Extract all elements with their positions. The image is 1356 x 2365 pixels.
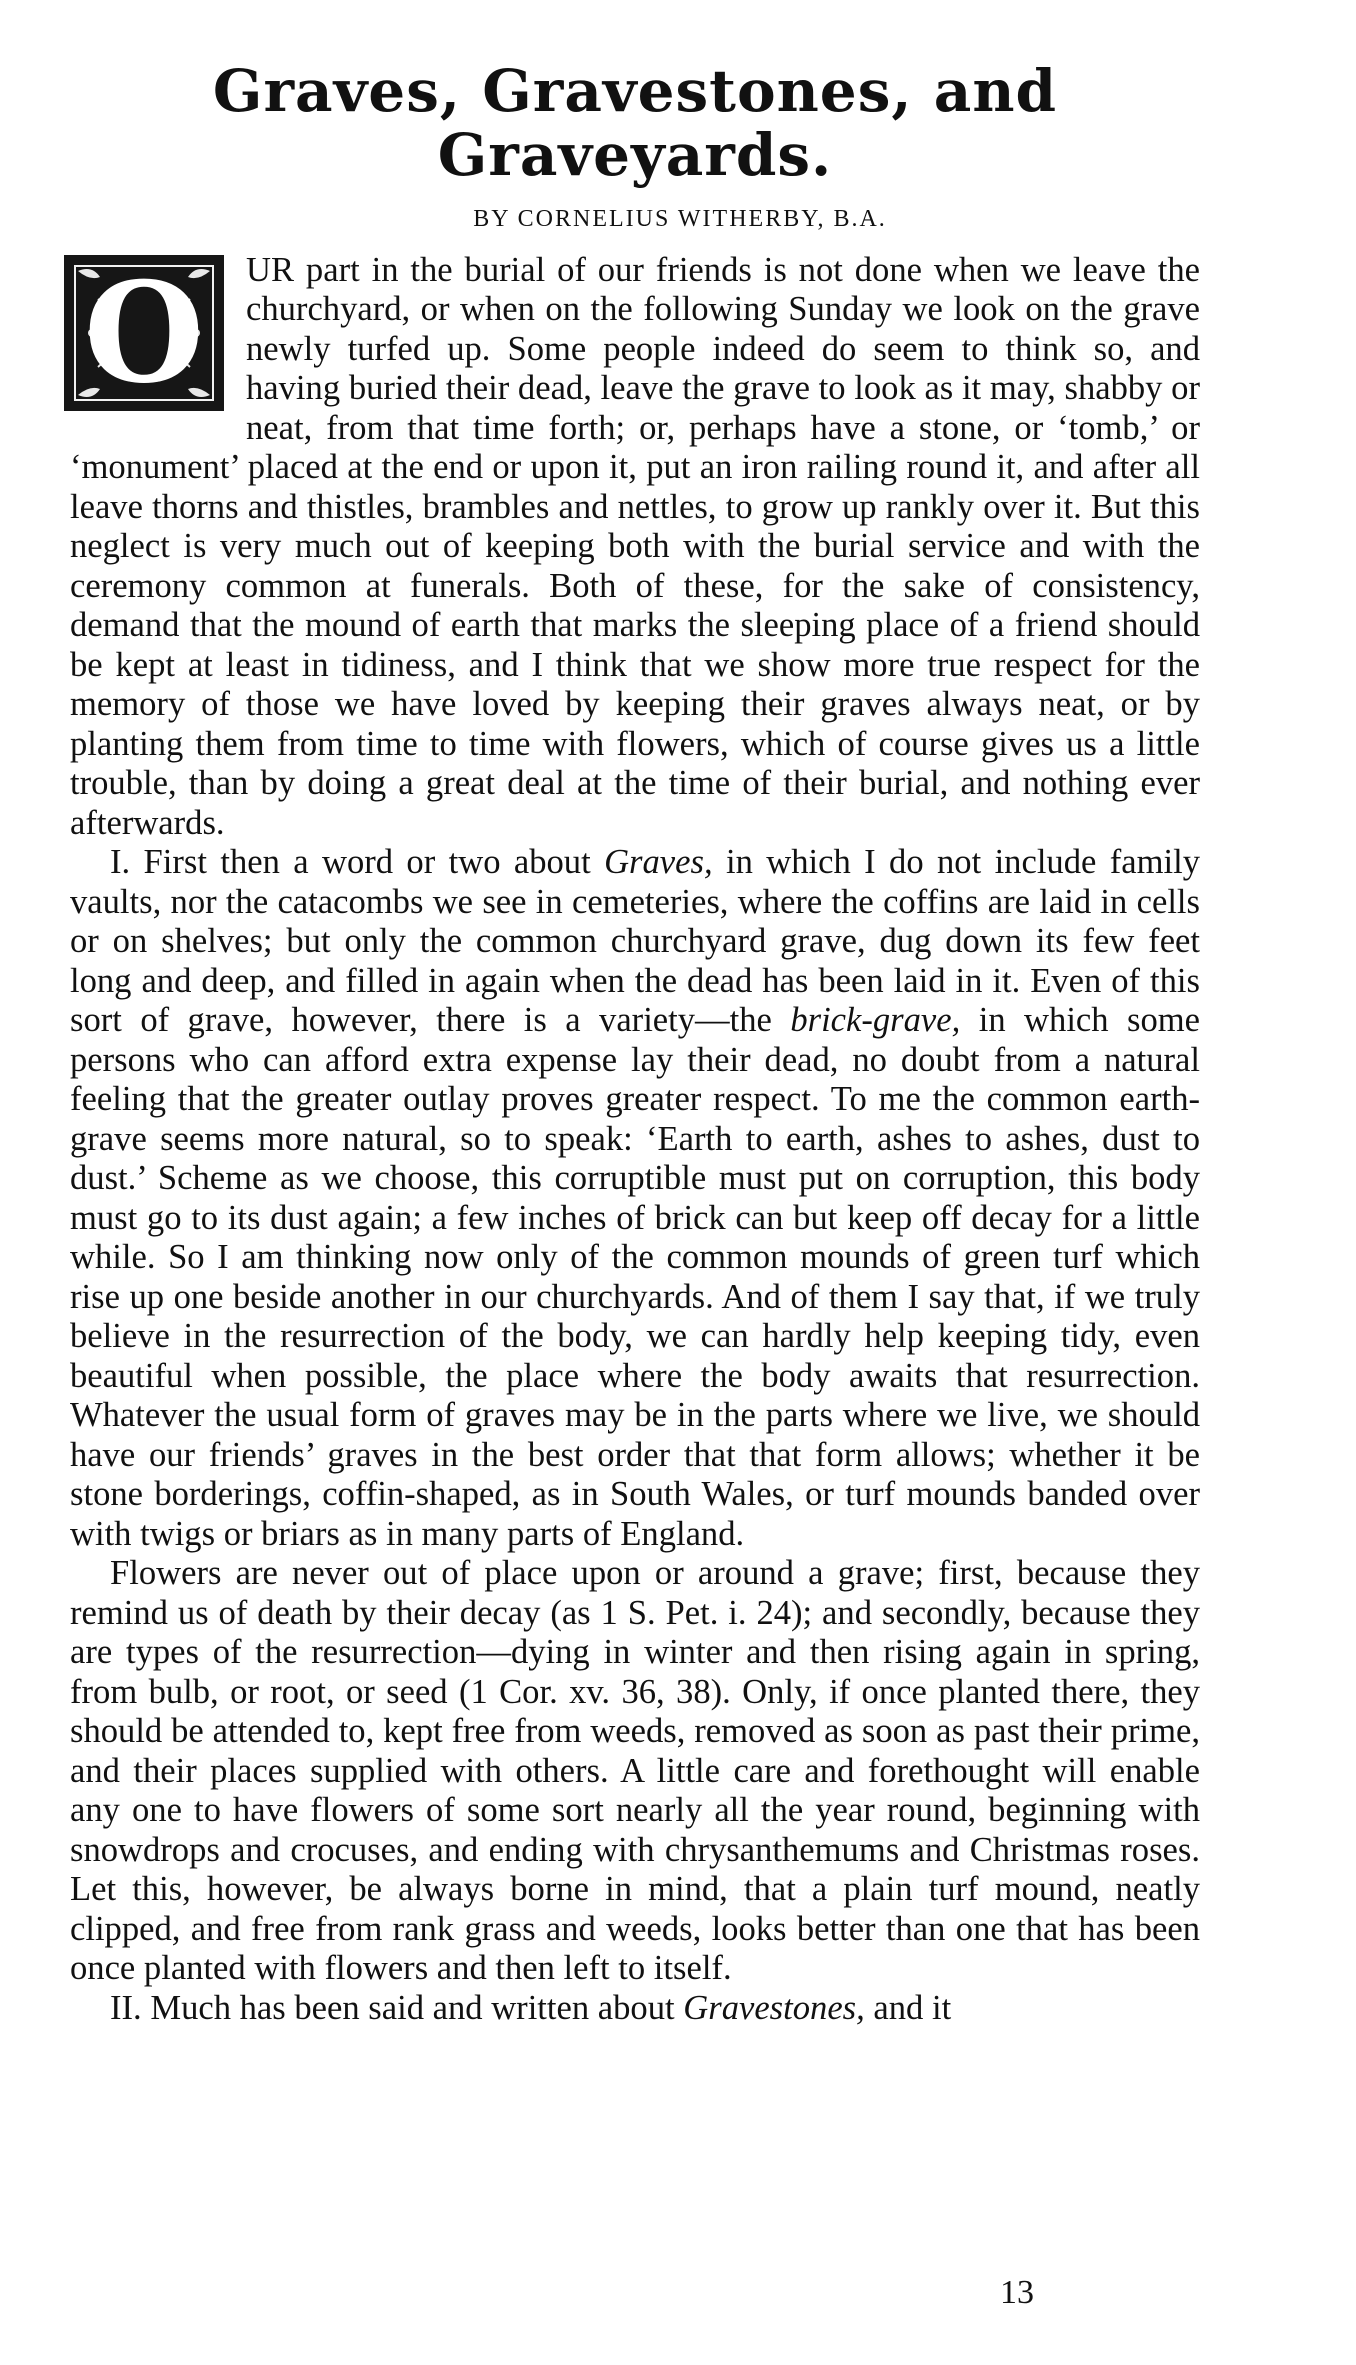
paragraph-1 (70, 251, 1200, 844)
italic-gravestones: Gravestones, (683, 1988, 865, 2027)
page (70, 40, 1200, 2028)
paragraph-2 (70, 843, 1200, 1554)
ornamental-dropcap (64, 250, 224, 414)
paragraph-4-lead: II. Much has been said and written about (110, 1988, 684, 2027)
article-byline: BY CORNELIUS WITHERBY, B.A. (473, 205, 887, 232)
dropcap-letter: O (83, 250, 205, 414)
paragraph-4 (70, 1989, 1200, 2029)
page-number: 13 (1000, 2274, 1034, 2311)
paragraph-1-text: UR part in the burial of our friends is not done when we leave the churchyard, or when on the following Sunday we look on the grave newly turfed up. Some people indeed do seem to think so, and having buried their dead, leave the grave to look as it may, shabby or neat, from that time forth; or, perhaps have a stone, or ‘tomb,’ or ‘monument’ placed at the end or upon it, put an iron railing round it, and after all leave thorns and thistles, brambles and nettles, to grow up rankly over it. But this neglect is very much out of keeping both with the burial service and with the ceremony common at funerals. Both of these, for the sake of consistency, demand that the mound of earth that marks the sleeping place of a friend should be kept at least in tidiness, and I think that we show more true respect for the memory of those we have loved by keeping their graves always neat, or by planting them from time to time with flowers, which of course gives us a little trouble, than by doing a great deal at the time of their burial, and nothing ever afterwards. (70, 250, 1200, 842)
paragraph-3: Flowers are never out of place upon or around a grave; first, because they remind us of death by their decay (as 1 S. Pet. i. 24); and secondly, because they are types of the resurrection—dying in winter and then rising again in spring, from bulb, or root, or seed (1 Cor. xv. 36, 38). Only, if once planted there, they should be attended to, kept free from weeds, removed as soon as past their prime, and their places supplied with others. A little care and forethought will enable any one to have flowers of some sort nearly all the year round, beginning with snowdrops and crocuses, and ending with chrysanthemums and Christmas roses. Let this, however, be always borne in mind, that a plain turf mound, neatly clipped, and free from rank grass and weeds, looks better than one that has been once planted with flowers and then left to itself. (70, 1554, 1200, 1988)
italic-brick-grave: brick-grave, (790, 1001, 961, 1040)
italic-graves: Graves, (604, 843, 713, 882)
article-body (70, 251, 1200, 2029)
article-title: Graves, Gravestones, and Graveyards. (212, 57, 1058, 189)
paragraph-4-rest: and it (864, 1988, 952, 2027)
paragraph-2-middle: in which I do not include family vaults, nor the catacombs we see in cemeteries, where the coffins are laid in cells or on shelves; but only the common churchyard grave, dug down its few feet long and deep, and filled in again when the dead has been laid in it. Even of this sort of grave, however, there is a variety—the (70, 843, 1200, 1040)
paragraph-2-lead: I. First then a word or two about (110, 843, 605, 882)
paragraph-2-rest: in which some persons who can afford extra expense lay their dead, no doubt from a natural feeling that the greater outlay proves greater respect. To me the common earth-grave seems more natural, so to speak: ‘Earth to earth, ashes to ashes, dust to dust.’ Scheme as we choose, this corruptible must put on corruption, this body must go to its dust again; a few inches of brick can but keep off decay for a little while. So I am thinking now only of the common mounds of green turf which rise up one beside another in our churchyards. And of them I say that, if we truly believe in the resurrection of the body, we can hardly help keeping tidy, even beautiful when possible, the place where the body awaits that resurrection. Whatever the usual form of graves may be in the parts where we live, we should have our friends’ graves in the best order that that form allows; whether it be stone borderings, coffin-shaped, as in South Wales, or turf mounds banded over with twigs or briars as in many parts of England. (70, 1001, 1200, 1553)
